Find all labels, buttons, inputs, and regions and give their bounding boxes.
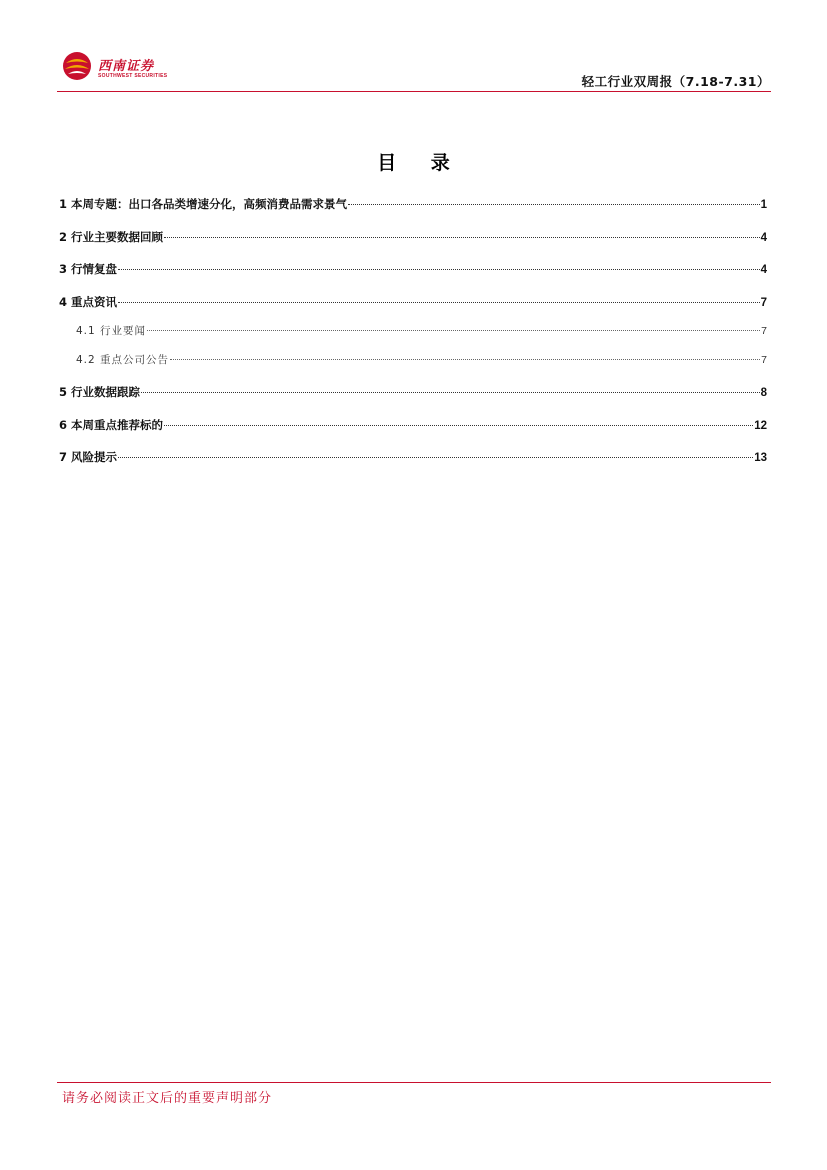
toc-page-number: 7	[760, 297, 767, 309]
toc-title: 目 录	[377, 152, 464, 174]
toc-entry-label: 1 本周专题：出口各品类增速分化，高频消费品需求景气	[59, 197, 348, 211]
footer-disclaimer: 请务必阅读正文后的重要声明部分	[62, 1091, 273, 1106]
brand-name-cn: 西南证券	[98, 59, 155, 74]
toc-entry-label: 4.2 重点公司公告	[76, 354, 170, 366]
company-logo	[62, 50, 172, 84]
toc-page-number: 8	[760, 387, 767, 399]
toc-dot-leader	[118, 269, 760, 270]
toc-dot-leader	[170, 359, 760, 360]
toc-page-number: 7	[761, 354, 767, 366]
toc-dot-leader	[348, 204, 760, 205]
toc-entry-label: 4 重点资讯	[59, 295, 118, 309]
toc-entry-label: 3 行情复盘	[59, 262, 118, 276]
toc-entry-label: 6 本周重点推荐标的	[59, 418, 164, 432]
toc-entry-label: 4.1 行业要闻	[76, 325, 147, 337]
toc-page-number: 4	[760, 264, 767, 276]
toc-entry-6[interactable]	[59, 417, 767, 433]
toc-entry-label: 5 行业数据跟踪	[59, 385, 141, 399]
toc-dot-leader	[164, 425, 753, 426]
toc-entry-7[interactable]	[59, 449, 767, 465]
toc-entry-3[interactable]	[59, 261, 767, 277]
toc-entry-4[interactable]	[59, 294, 767, 310]
toc-entry-label: 2 行业主要数据回顾	[59, 230, 164, 244]
toc-entry-5[interactable]	[59, 384, 767, 400]
toc-page-number: 1	[760, 199, 767, 211]
toc-entry-1[interactable]	[59, 196, 767, 212]
toc-entry-2[interactable]	[59, 229, 767, 245]
toc-dot-leader	[141, 392, 760, 393]
brand-name-en: SOUTHWEST SECURITIES	[98, 73, 168, 79]
toc-dot-leader	[164, 237, 760, 238]
report-title: 轻工行业双周报（7.18-7.31）	[581, 74, 770, 89]
toc-dot-leader	[147, 330, 760, 331]
toc-dot-leader	[118, 302, 760, 303]
toc-page-number: 12	[754, 420, 767, 432]
header-divider	[57, 91, 771, 92]
footer-divider	[57, 1082, 771, 1083]
toc-dot-leader	[118, 457, 753, 458]
toc-entry-label: 7 风险提示	[59, 450, 118, 464]
toc-entry-4-2[interactable]	[76, 352, 767, 367]
toc-entry-4-1[interactable]	[76, 323, 767, 338]
toc-page-number: 7	[761, 325, 767, 337]
toc-page-number: 13	[754, 452, 767, 464]
toc-page-number: 4	[760, 232, 767, 244]
southwest-securities-logo-icon	[62, 51, 92, 81]
